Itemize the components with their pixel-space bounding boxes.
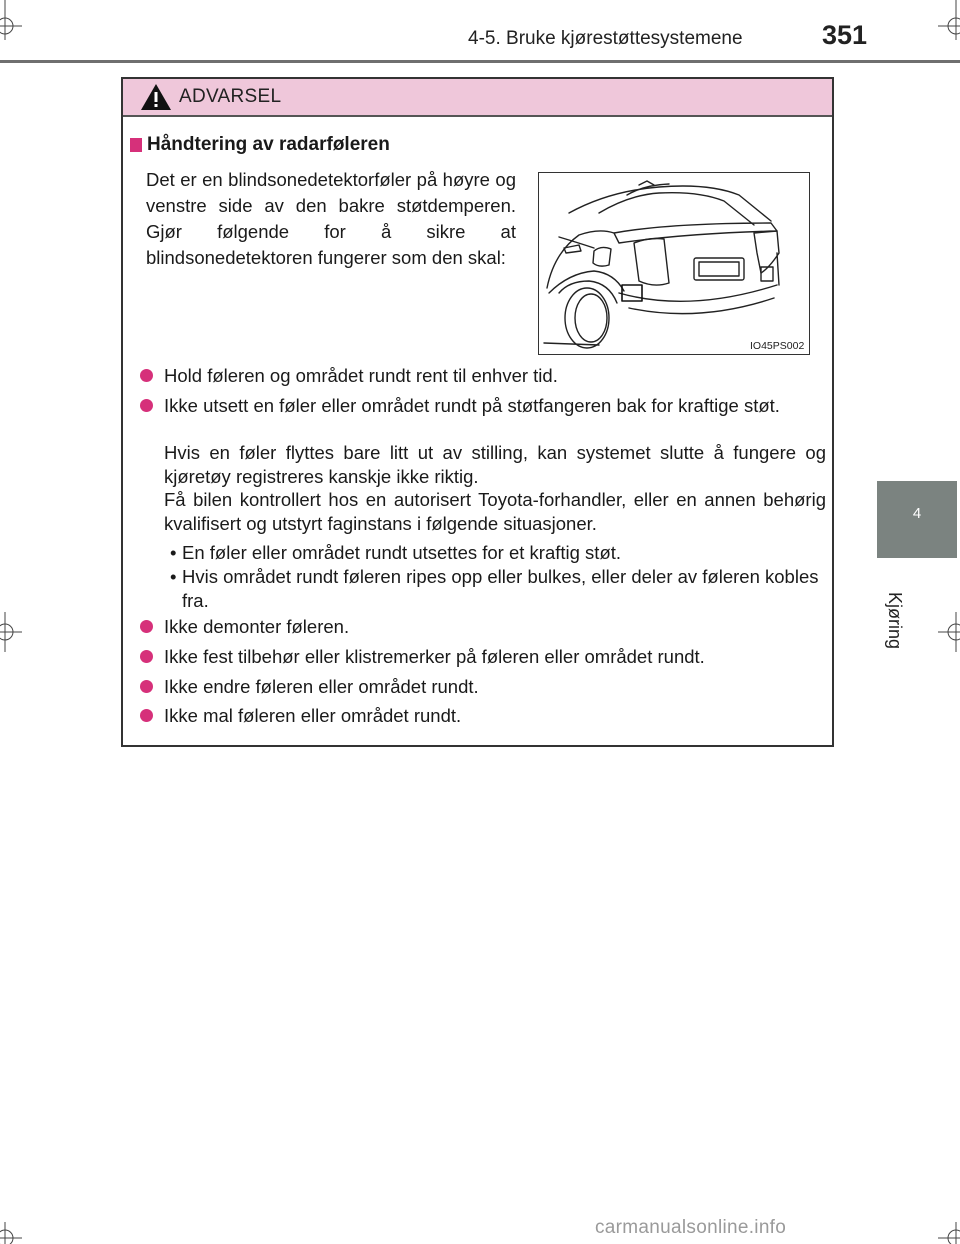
list-item xyxy=(146,394,826,444)
bullet-text: Ikke utsett en føler eller området rundt på støtfangeren bak for kraftige støt. xyxy=(164,395,780,416)
bullet-text: Hold føleren og området rundt rent til enhver tid. xyxy=(164,365,558,386)
car-rear-drawing xyxy=(539,173,808,353)
header-rule xyxy=(0,60,960,63)
sub-bullet: • xyxy=(170,566,177,587)
section-header: 4-5. Bruke kjørestøttesystemene xyxy=(468,28,743,49)
bullet-text: Ikke fest tilbehør eller klistremerker på føleren eller området rundt. xyxy=(164,646,705,667)
list-item xyxy=(146,675,826,701)
chapter-number: 4 xyxy=(912,505,922,522)
explanation-paragraph: Få bilen kontrollert hos en autorisert Toyota-forhandler, eller en annen behørig kvalifisert og utstyrt faginstans i følgende situasjoner. xyxy=(164,489,826,534)
sub-item-text: Hvis området rundt føleren ripes opp eller bulkes, eller deler av føleren kobles fra. xyxy=(182,566,819,611)
section-marker xyxy=(130,138,142,152)
bullet-dot xyxy=(140,399,153,412)
warning-title: ADVARSEL xyxy=(179,86,282,107)
explanation-paragraph: Hvis en føler flyttes bare litt ut av stilling, kan systemet slutte å fungere og kjøretøy registreres kanskje ikke riktig. xyxy=(164,442,826,487)
list-item xyxy=(146,704,826,730)
list-item xyxy=(146,615,826,641)
figure-code: IO45PS002 xyxy=(750,340,805,352)
section-title: Håndtering av radarføleren xyxy=(147,134,390,155)
sub-list-item xyxy=(164,541,824,565)
sub-item-text: En føler eller området rundt utsettes for et kraftig støt. xyxy=(182,542,622,563)
sub-list-item xyxy=(164,565,824,613)
footer-watermark: carmanualsonline.info xyxy=(595,1217,787,1238)
car-rear-illustration xyxy=(538,172,810,355)
list-item xyxy=(146,645,826,671)
bullet-dot xyxy=(140,650,153,663)
bullet-dot xyxy=(140,620,153,633)
intro-paragraph: Det er en blindsonedetektorføler på høyre og venstre side av den bakre støtdemperen. Gjør følgende for å sikre at blindsonedetektoren fungerer som den skal: xyxy=(146,169,516,268)
bullet-dot xyxy=(140,369,153,382)
bullet-text: Ikke mal føleren eller området rundt. xyxy=(164,705,462,726)
sub-bullet: • xyxy=(170,542,177,563)
bullet-text: Ikke endre føleren eller området rundt. xyxy=(164,676,479,697)
page-number: 351 xyxy=(822,20,868,50)
bullet-dot xyxy=(140,709,153,722)
list-item xyxy=(146,364,826,390)
warning-triangle-icon xyxy=(140,83,172,111)
chapter-label xyxy=(874,592,914,652)
chapter-label-text: Kjøring xyxy=(885,592,905,650)
bullet-dot xyxy=(140,680,153,693)
bullet-text: Ikke demonter føleren. xyxy=(164,616,350,637)
